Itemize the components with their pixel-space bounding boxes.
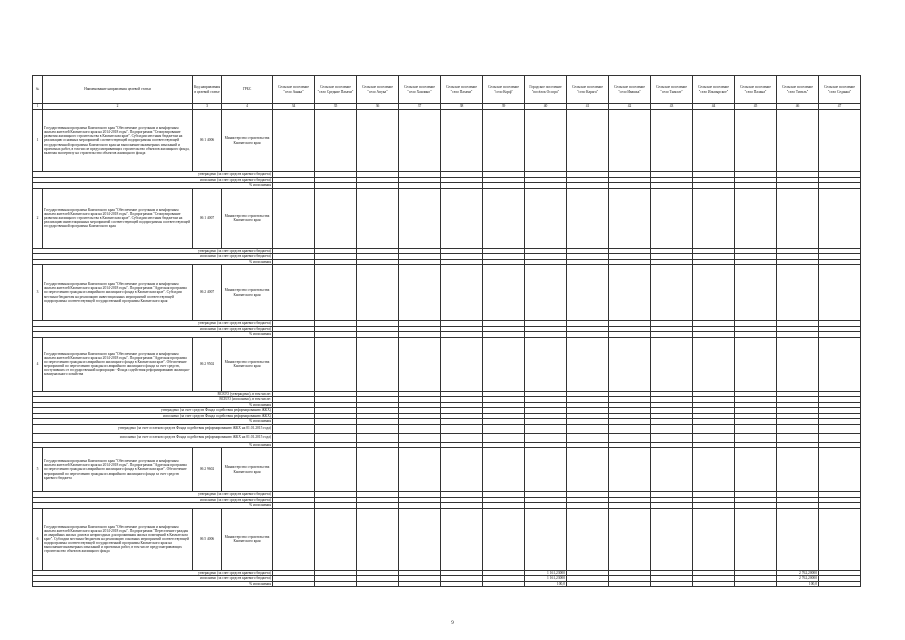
value-cell xyxy=(567,581,609,587)
value-cell xyxy=(819,265,861,321)
program-description: Государственная программа Камчатского края "Обеспечение доступным и комфортным жильем жителей Камчатского края на 2014-2018 годы". Подпрограмма "Стимулирование развития жилищного строительства в Камчатском крае". Субсидии местным бюджетам на реализацию инвестиционных мероприятий соответствующей подпрограммы соответствующей государственной программы Камчатского края xyxy=(43,188,193,248)
column-header: Сельское поселение "село Седанка" xyxy=(819,76,861,104)
value-cell xyxy=(609,433,651,442)
value-cell xyxy=(483,265,525,321)
value-cell xyxy=(273,188,315,248)
value-cell xyxy=(399,508,441,570)
value-cell xyxy=(693,433,735,442)
subrow-label: исполнено (за счет средств краевого бюджета) xyxy=(33,576,273,582)
column-number: 37 xyxy=(399,104,441,110)
value-cell xyxy=(483,508,525,570)
column-number: 4 xyxy=(222,104,273,110)
program-row xyxy=(33,110,861,172)
value-cell xyxy=(609,337,651,391)
value-cell xyxy=(441,188,483,248)
value-cell xyxy=(693,265,735,321)
program-row xyxy=(33,508,861,570)
value-cell xyxy=(357,337,399,391)
program-number: 6 xyxy=(33,508,43,570)
value-cell xyxy=(315,508,357,570)
program-number: 2 xyxy=(33,188,43,248)
program-grbs: Министерство строительства Камчатского края xyxy=(222,448,273,492)
value-cell xyxy=(525,508,567,570)
column-number: 47 xyxy=(819,104,861,110)
program-description: Государственная программа Камчатского края "Обеспечение доступным и комфортным жильем жителей Камчатского края на 2014-2018 годы". Подпрограмма "Адресная программа по переселению граждан из аварийного жилищного фонда в Камчатском крае". Обеспечение мероприятий по переселению граждан из аварийного жилищного фонда за счет средств краевого бюджета xyxy=(43,448,193,492)
value-cell xyxy=(273,265,315,321)
value-cell xyxy=(567,508,609,570)
value-cell xyxy=(525,265,567,321)
budget-table xyxy=(32,75,861,587)
column-header: Сельское поселение "село Ивашка" xyxy=(609,76,651,104)
column-number: 34 xyxy=(273,104,315,110)
program-grbs: Министерство строительства Камчатского края xyxy=(222,337,273,391)
column-header: Наименование направления целевой статьи xyxy=(43,76,193,104)
column-header: Сельское поселение "село Карага" xyxy=(567,76,609,104)
value-cell xyxy=(819,188,861,248)
column-header: Сельское поселение "село Аянка" xyxy=(273,76,315,104)
value-cell xyxy=(777,433,819,442)
subrow-label: исполнено (за счет средств краевого бюджета) xyxy=(33,177,273,183)
value-cell: 1 161,23000 xyxy=(525,570,567,576)
program-grbs: Министерство строительства Камчатского края xyxy=(222,188,273,248)
subrow-label: % исполнения xyxy=(33,259,273,265)
subrow-label: % исполнения xyxy=(33,402,273,408)
value-cell xyxy=(399,424,441,433)
program-description: Государственная программа Камчатского края "Обеспечение доступным и комфортным жильем жителей Камчатского края на 2014-2018 годы". Подпрограмма "Адресная программа по переселению граждан из аварийного жилищного фонда в Камчатском крае". Обеспечение мероприятий по переселению граждан из аварийного жилищного фонда за счет средств, поступивших от государственной корпорации - Фонда содействия реформированию жилищно-коммунального хозяйства xyxy=(43,337,193,391)
value-cell xyxy=(777,424,819,433)
subrow-label: утверждено (за счет средств Фонда содействия реформированию ЖКХ) xyxy=(33,408,273,414)
column-header: Сельское поселение "село Ильпырское" xyxy=(693,76,735,104)
value-cell xyxy=(525,337,567,391)
column-number: 43 xyxy=(651,104,693,110)
program-code: 06 1 4006 xyxy=(193,110,222,172)
value-cell xyxy=(399,433,441,442)
value-cell: 100,0 xyxy=(525,581,567,587)
column-header: Сельское поселение "село Хаилино" xyxy=(399,76,441,104)
subrow-label: % исполнения xyxy=(33,503,273,509)
value-cell xyxy=(315,110,357,172)
value-cell xyxy=(525,188,567,248)
value-cell xyxy=(609,448,651,492)
subrow-label: % исполнения xyxy=(33,419,273,425)
column-header: Сельское поселение "село Тигиль" xyxy=(777,76,819,104)
program-grbs: Министерство строительства Камчатского края xyxy=(222,265,273,321)
value-cell xyxy=(273,448,315,492)
subrow-label: утверждено (за счет средств краевого бюджета) xyxy=(33,248,273,254)
value-cell xyxy=(651,508,693,570)
program-description: Государственная программа Камчатского края "Обеспечение доступным и комфортным жильем жителей Камчатского края на 2014-2018 годы". Подпрограмма "Стимулирование развития жилищного строительства в Камчатском крае". Субсидии местным бюджетам на реализацию основных мероприятий соответствующей подпрограммы соответствующей государственной программы Камчатского края на выполнение инженерных изысканий и проектных работ, в том числе предусматривающих строительство объектов жилищного фонда, включая экспертизу на строительство объектов жилищного фонда xyxy=(43,110,193,172)
value-cell xyxy=(651,581,693,587)
value-cell xyxy=(399,265,441,321)
report-page xyxy=(32,75,858,587)
column-number: 39 xyxy=(483,104,525,110)
program-code: 06 1 4007 xyxy=(193,188,222,248)
value-cell xyxy=(483,188,525,248)
value-cell xyxy=(357,265,399,321)
column-number: 3 xyxy=(193,104,222,110)
value-cell xyxy=(525,424,567,433)
value-cell xyxy=(357,581,399,587)
value-cell xyxy=(651,188,693,248)
value-cell xyxy=(273,337,315,391)
value-cell xyxy=(819,337,861,391)
subrow-label: утверждено (за счет средств краевого бюджета) xyxy=(33,172,273,178)
value-cell xyxy=(735,433,777,442)
value-cell xyxy=(693,188,735,248)
column-number: 46 xyxy=(777,104,819,110)
value-cell xyxy=(357,448,399,492)
value-cell xyxy=(315,188,357,248)
value-cell xyxy=(441,508,483,570)
subrow-label: % исполнения xyxy=(33,581,273,587)
subrow-label: % исполнения xyxy=(33,442,273,448)
subrow-label: ВСЕГО (исполнено), в том числе: xyxy=(33,397,273,403)
program-description: Государственная программа Камчатского края "Обеспечение доступным и комфортным жильем жителей Камчатского края на 2014-2018 годы". Подпрограмма "Адресная программа по переселению граждан из аварийного жилищного фонда в Камчатском крае". Субсидии местным бюджетам на реализацию инвестиционных мероприятий соответствующей подпрограммы соответствующей государственной программы Камчатского края xyxy=(43,265,193,321)
value-cell xyxy=(735,337,777,391)
value-cell xyxy=(315,581,357,587)
column-header: Сельское поселение "село Пахачи" xyxy=(441,76,483,104)
program-number: 5 xyxy=(33,448,43,492)
value-cell xyxy=(819,448,861,492)
column-number: 1 xyxy=(33,104,43,110)
program-description: Государственная программа Камчатского края "Обеспечение доступным и комфортным жильем жителей Камчатского края на 2014-2018 годы". Подпрограмма "Переселение граждан из аварийных жилых домов и непригодных для проживания жилых помещений в Камчатском крае". Субсидии местным бюджетам на реализацию основных мероприятий соответствующей подпрограммы соответствующей государственной программы Камчатского края на выполнение инженерных изысканий и проектных работ, в том числе предусматривающих строительство объектов жилищного фонда xyxy=(43,508,193,570)
column-number: 45 xyxy=(735,104,777,110)
column-header: Сельское поселение "село Палана" xyxy=(735,76,777,104)
program-number: 4 xyxy=(33,337,43,391)
value-cell xyxy=(609,508,651,570)
value-cell: 2 762,20000 xyxy=(777,570,819,576)
value-cell xyxy=(609,265,651,321)
value-cell xyxy=(483,337,525,391)
subrow xyxy=(33,581,861,587)
value-cell xyxy=(315,448,357,492)
value-cell xyxy=(273,110,315,172)
column-header: ГРБС xyxy=(222,76,273,104)
value-cell xyxy=(567,110,609,172)
value-cell xyxy=(441,581,483,587)
value-cell xyxy=(315,424,357,433)
value-cell xyxy=(357,424,399,433)
value-cell xyxy=(651,265,693,321)
value-cell xyxy=(777,508,819,570)
subrow-label: исполнено (за счет средств Фонда содействия реформированию ЖКХ) xyxy=(33,413,273,419)
program-row xyxy=(33,337,861,391)
column-header: № xyxy=(33,76,43,104)
value-cell xyxy=(483,433,525,442)
value-cell: 2 762,20000 xyxy=(777,576,819,582)
subrow-label: утверждено (за счет средств краевого бюджета) xyxy=(33,321,273,327)
value-cell xyxy=(609,110,651,172)
subrow xyxy=(33,433,861,442)
subrow-label: исполнено (за счет средств краевого бюджета) xyxy=(33,497,273,503)
program-grbs: Министерство строительства Камчатского края xyxy=(222,110,273,172)
column-header: Сельское поселение "село Корф" xyxy=(483,76,525,104)
column-header: Сельское поселение "село Средние Пахачи" xyxy=(315,76,357,104)
header-row xyxy=(33,76,861,104)
value-cell xyxy=(777,188,819,248)
column-number: 42 xyxy=(609,104,651,110)
subrow-label: утверждено (за счет остатков средств Фонда содействия реформированию ЖКХ на 01.01.2015 года) xyxy=(33,424,273,433)
value-cell xyxy=(441,424,483,433)
value-cell xyxy=(735,424,777,433)
page-number: 9 xyxy=(451,621,454,626)
value-cell xyxy=(693,110,735,172)
program-code: 06 5 4006 xyxy=(193,508,222,570)
value-cell xyxy=(441,265,483,321)
value-cell xyxy=(651,110,693,172)
value-cell xyxy=(567,188,609,248)
value-cell xyxy=(609,424,651,433)
value-cell xyxy=(651,448,693,492)
value-cell xyxy=(693,508,735,570)
value-cell xyxy=(819,424,861,433)
program-row xyxy=(33,448,861,492)
value-cell xyxy=(399,581,441,587)
value-cell xyxy=(273,581,315,587)
value-cell xyxy=(693,337,735,391)
table-body xyxy=(33,104,861,587)
value-cell xyxy=(399,448,441,492)
subrow-label: утверждено (за счет средств краевого бюджета) xyxy=(33,570,273,576)
value-cell xyxy=(483,448,525,492)
value-cell xyxy=(693,448,735,492)
value-cell xyxy=(399,188,441,248)
column-header: Городское поселение "посёлок Оссора" xyxy=(525,76,567,104)
value-cell xyxy=(567,337,609,391)
value-cell xyxy=(777,337,819,391)
value-cell xyxy=(735,265,777,321)
value-cell: 100,0 xyxy=(777,581,819,587)
value-cell xyxy=(567,424,609,433)
column-header: Сельское поселение "село Апука" xyxy=(357,76,399,104)
program-row xyxy=(33,265,861,321)
value-cell xyxy=(819,433,861,442)
value-cell xyxy=(735,448,777,492)
subrow-label: утверждено (за счет средств краевого бюджета) xyxy=(33,492,273,498)
value-cell xyxy=(315,337,357,391)
value-cell xyxy=(273,508,315,570)
subrow-label: исполнено (за счет средств краевого бюджета) xyxy=(33,254,273,260)
value-cell xyxy=(735,581,777,587)
value-cell xyxy=(567,448,609,492)
program-number: 3 xyxy=(33,265,43,321)
program-grbs: Министерство строительства Камчатского края xyxy=(222,508,273,570)
column-number: 40 xyxy=(525,104,567,110)
subrow-label: % исполнения xyxy=(33,332,273,338)
value-cell xyxy=(651,337,693,391)
value-cell xyxy=(735,188,777,248)
value-cell xyxy=(483,424,525,433)
value-cell xyxy=(609,188,651,248)
value-cell xyxy=(441,110,483,172)
value-cell xyxy=(525,433,567,442)
value-cell xyxy=(609,581,651,587)
value-cell xyxy=(735,508,777,570)
value-cell xyxy=(777,448,819,492)
value-cell: 1 161,23000 xyxy=(525,576,567,582)
value-cell xyxy=(441,433,483,442)
value-cell xyxy=(273,433,315,442)
value-cell xyxy=(357,188,399,248)
value-cell xyxy=(357,508,399,570)
column-number: 35 xyxy=(315,104,357,110)
value-cell xyxy=(777,265,819,321)
column-header: Сельское поселение "село Тымлат" xyxy=(651,76,693,104)
value-cell xyxy=(315,265,357,321)
value-cell xyxy=(819,581,861,587)
value-cell xyxy=(735,110,777,172)
value-cell xyxy=(693,581,735,587)
subrow-label: % исполнения xyxy=(33,183,273,189)
column-number: 2 xyxy=(43,104,193,110)
value-cell xyxy=(483,110,525,172)
value-cell xyxy=(819,508,861,570)
value-cell xyxy=(357,433,399,442)
program-number: 1 xyxy=(33,110,43,172)
value-cell xyxy=(525,110,567,172)
program-row xyxy=(33,188,861,248)
program-code: 06 2 9602 xyxy=(193,448,222,492)
program-code: 06 2 9502 xyxy=(193,337,222,391)
value-cell xyxy=(651,424,693,433)
value-cell xyxy=(651,433,693,442)
value-cell xyxy=(483,581,525,587)
subrow-label: ВСЕГО (утверждено), в том числе: xyxy=(33,391,273,397)
value-cell xyxy=(399,110,441,172)
value-cell xyxy=(525,448,567,492)
value-cell xyxy=(273,424,315,433)
value-cell xyxy=(357,110,399,172)
column-number: 44 xyxy=(693,104,735,110)
column-number: 38 xyxy=(441,104,483,110)
subrow-label: исполнено (за счет остатков средств Фонда содействия реформированию ЖКХ на 01.01.2015 года) xyxy=(33,433,273,442)
column-number: 36 xyxy=(357,104,399,110)
value-cell xyxy=(693,424,735,433)
value-cell xyxy=(315,433,357,442)
value-cell xyxy=(567,265,609,321)
program-code: 06 2 4007 xyxy=(193,265,222,321)
value-cell xyxy=(567,433,609,442)
value-cell xyxy=(819,110,861,172)
subrow-label: исполнено (за счет средств краевого бюджета) xyxy=(33,326,273,332)
value-cell xyxy=(441,337,483,391)
value-cell xyxy=(777,110,819,172)
subrow xyxy=(33,424,861,433)
value-cell xyxy=(441,448,483,492)
value-cell xyxy=(399,337,441,391)
column-number: 41 xyxy=(567,104,609,110)
column-header: Код направления в целевой статье xyxy=(193,76,222,104)
